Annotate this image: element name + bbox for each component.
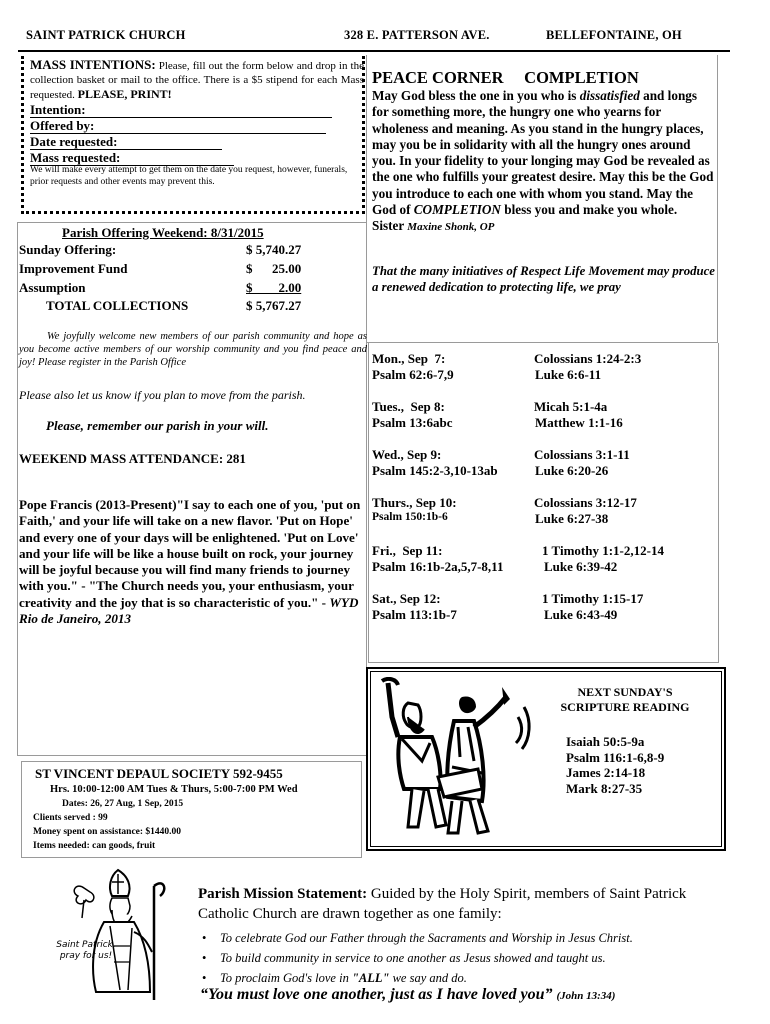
pope-quote-text: Pope Francis (2013-Present)"I say to each one of you, 'put on Faith,' and your life will take on a new flavor. 'Put on Hope' and every one of your days will be enlightened. 'Put on Love' and your life will be like a house built on rock, your journey will be joyful because you will find many friends to journey with you." - "The Church needs you, your enthusiasm, your creativity and the joy that is so characteristic of you." - xyxy=(19,497,361,610)
pope-quote-source: WYD Rio de Janeiro, 2013 xyxy=(19,594,359,627)
offered-by-field[interactable]: Offered by: xyxy=(30,118,326,134)
offering-label: Sunday Offering: xyxy=(19,242,117,257)
peace-author: Maxine Shonk, OP xyxy=(407,221,495,234)
st-vincent-title: ST VINCENT DEPAUL SOCIETY 592-9455 xyxy=(35,766,283,781)
intention-field[interactable]: Intention: xyxy=(30,102,332,118)
next-sunday-title-1: NEXT SUNDAY'S xyxy=(577,685,673,699)
offering-value: $ 2.00 xyxy=(246,280,302,295)
reading-gospel: Luke 6:39-42 xyxy=(544,559,618,574)
offering-row xyxy=(19,261,319,279)
offering-row xyxy=(19,280,319,298)
prayer-intention: That the many initiatives of Respect Life Movement may produce a renewed dedication to protecting life, we pray xyxy=(372,264,715,295)
peace-text-em-1: dissatisfied xyxy=(579,88,640,103)
offering-value: $ 5,767.27 xyxy=(246,298,302,313)
mission-label: Parish Mission Statement: xyxy=(198,886,368,902)
header-rule xyxy=(18,50,730,52)
reading-day: Tues., Sep 8: xyxy=(372,399,445,414)
next-sunday-title-2: SCRIPTURE READING xyxy=(560,700,690,714)
mass-intentions-note: We will make every attempt to get them on the date you request, however, funerals, prior requests and other events may prevent this. xyxy=(30,165,348,187)
mass-intentions-text xyxy=(30,58,364,102)
offering-value: $ 5,740.27 xyxy=(246,242,302,257)
st-vincent-hours: Hrs. 10:00-12:00 AM Tues & Thurs, 5:00-7:00 PM Wed xyxy=(50,784,298,795)
mission-statement xyxy=(198,884,726,924)
offering-label: Assumption xyxy=(19,280,86,295)
mission-bullet: • To celebrate God our Father through the Sacraments and Worship in Jesus Christ. xyxy=(198,928,726,948)
saint-patrick-caption: Saint Patrick, pray for us! xyxy=(56,940,116,961)
mission-bullet-pre: To proclaim God's love in xyxy=(220,971,352,985)
mission-bullets xyxy=(198,928,726,988)
mission-bullet-em: "ALL" xyxy=(351,971,390,985)
mass-intentions-body: Please, fill out the form below and drop in the collection basket or mail to the office. There is a $5 stipend for each Mass requested. xyxy=(30,60,364,101)
offering-row xyxy=(19,242,319,260)
reading-day: Mon., Sep 7: xyxy=(372,351,446,366)
reading-psalm: Psalm 62:6-7,9 xyxy=(372,367,454,382)
offering-label: TOTAL COLLECTIONS xyxy=(46,298,189,313)
welcome-message: We joyfully welcome new members of our parish community and hope as you become active members of our worship community and you find peace and joy! Please register in the Parish Office xyxy=(19,331,367,369)
reading-gospel: Luke 6:43-49 xyxy=(544,607,618,622)
next-sunday-readings xyxy=(566,734,664,796)
peace-text-3: bless you and make you whole. xyxy=(500,202,678,218)
closing-quote-citation: (John 13:34) xyxy=(556,990,616,1002)
offering-value: $ 25.00 xyxy=(246,261,302,276)
mission-text: Guided by the Holy Spirit, members of Saint Patrick Catholic Church are drawn together as one family: xyxy=(198,886,687,922)
reading-gospel: Luke 6:27-38 xyxy=(535,511,609,526)
move-notice: Please also let us know if you plan to move from the parish. xyxy=(19,388,306,402)
pope-quote xyxy=(19,497,366,627)
peace-text-1: May God bless the one in you who is xyxy=(372,88,580,103)
closing-quote xyxy=(200,986,615,1004)
mission-bullet xyxy=(198,968,726,988)
peace-corner-text xyxy=(372,88,716,236)
st-vincent-dates: Dates: 26, 27 Aug, 1 Sep, 2015 xyxy=(62,799,184,809)
reading-gospel: Matthew 1:1-16 xyxy=(535,415,623,430)
st-vincent-money: Money spent on assistance: $1440.00 xyxy=(33,827,182,837)
offering-label: Improvement Fund xyxy=(19,261,128,276)
reading-first: 1 Timothy 1:15-17 xyxy=(542,591,644,606)
print-emphasis: PLEASE, PRINT! xyxy=(77,87,172,101)
next-reading: Mark 8:27-35 xyxy=(566,780,643,796)
peace-text-em-2: COMPLETION xyxy=(413,202,501,218)
reading-psalm: Psalm 16:1b-2a,5,7-8,11 xyxy=(372,559,504,574)
offering-total-row xyxy=(19,298,319,316)
reading-psalm: Psalm 145:2-3,10-13ab xyxy=(372,463,498,478)
mission-bullet: • To build community in service to one another as Jesus showed and taught us. xyxy=(198,948,726,968)
church-address: 328 E. PATTERSON AVE. xyxy=(344,28,490,42)
next-reading: Isaiah 50:5-9a xyxy=(566,734,645,749)
reading-first: Micah 5:1-4a xyxy=(534,399,608,414)
st-vincent-needed: Items needed: can goods, fruit xyxy=(33,841,156,851)
reading-day: Wed., Sep 9: xyxy=(372,447,442,462)
peace-corner-title: PEACE CORNER COMPLETION xyxy=(372,68,639,87)
mass-requested-field[interactable]: Mass requested: xyxy=(30,150,234,166)
closing-quote-text: “You must love one another, just as I have loved you” xyxy=(200,986,557,1003)
peace-text-2: and longs for something more, the hungry one who yearns for wholeness and meaning. As you stand in the hungry places, may you be in solidarity with all the hungry ones around you. In your fidelity to your longing may God be revealed as the one who fulfills your greatest desire. May this be the God you introduce to each one with whom you stand. May the God of xyxy=(372,88,714,218)
offering-title: Parish Offering Weekend: 8/31/2015 xyxy=(62,225,264,240)
reading-psalm: Psalm 13:6abc xyxy=(372,415,453,430)
mission-bullet-post: we say and do. xyxy=(389,971,467,985)
disciples-illustration xyxy=(378,677,538,841)
next-sunday-title xyxy=(530,685,720,715)
st-vincent-clients: Clients served : 99 xyxy=(33,813,108,823)
next-reading: James 2:14-18 xyxy=(566,765,646,780)
next-reading: Psalm 116:1-6,8-9 xyxy=(566,749,665,765)
reading-day: Thurs., Sep 10: xyxy=(372,495,457,510)
reading-first: Colossians 1:24-2:3 xyxy=(534,351,642,366)
reading-first: 1 Timothy 1:1-2,12-14 xyxy=(542,543,664,558)
reading-gospel: Luke 6:20-26 xyxy=(535,463,609,478)
reading-psalm: Psalm 113:1b-7 xyxy=(372,607,457,622)
church-name: SAINT PATRICK CHURCH xyxy=(26,28,186,42)
date-requested-field[interactable]: Date requested: xyxy=(30,134,222,150)
saint-patrick-illustration xyxy=(54,866,174,1006)
reading-first: Colossians 3:12-17 xyxy=(534,495,637,510)
mass-intentions-box xyxy=(21,56,365,214)
church-city: BELLEFONTAINE, OH xyxy=(546,28,682,42)
reading-day: Fri., Sep 11: xyxy=(372,543,443,558)
reading-first: Colossians 3:1-11 xyxy=(534,447,630,462)
reading-psalm: Psalm 150:1b-6 xyxy=(372,511,448,523)
mass-intentions-heading: MASS INTENTIONS: xyxy=(30,57,156,72)
reading-day: Sat., Sep 12: xyxy=(372,591,441,606)
author-prefix: Sister xyxy=(372,218,408,234)
will-reminder: Please, remember our parish in your will. xyxy=(46,418,269,433)
reading-gospel: Luke 6:6-11 xyxy=(535,367,602,382)
mass-attendance: WEEKEND MASS ATTENDANCE: 281 xyxy=(19,451,246,466)
